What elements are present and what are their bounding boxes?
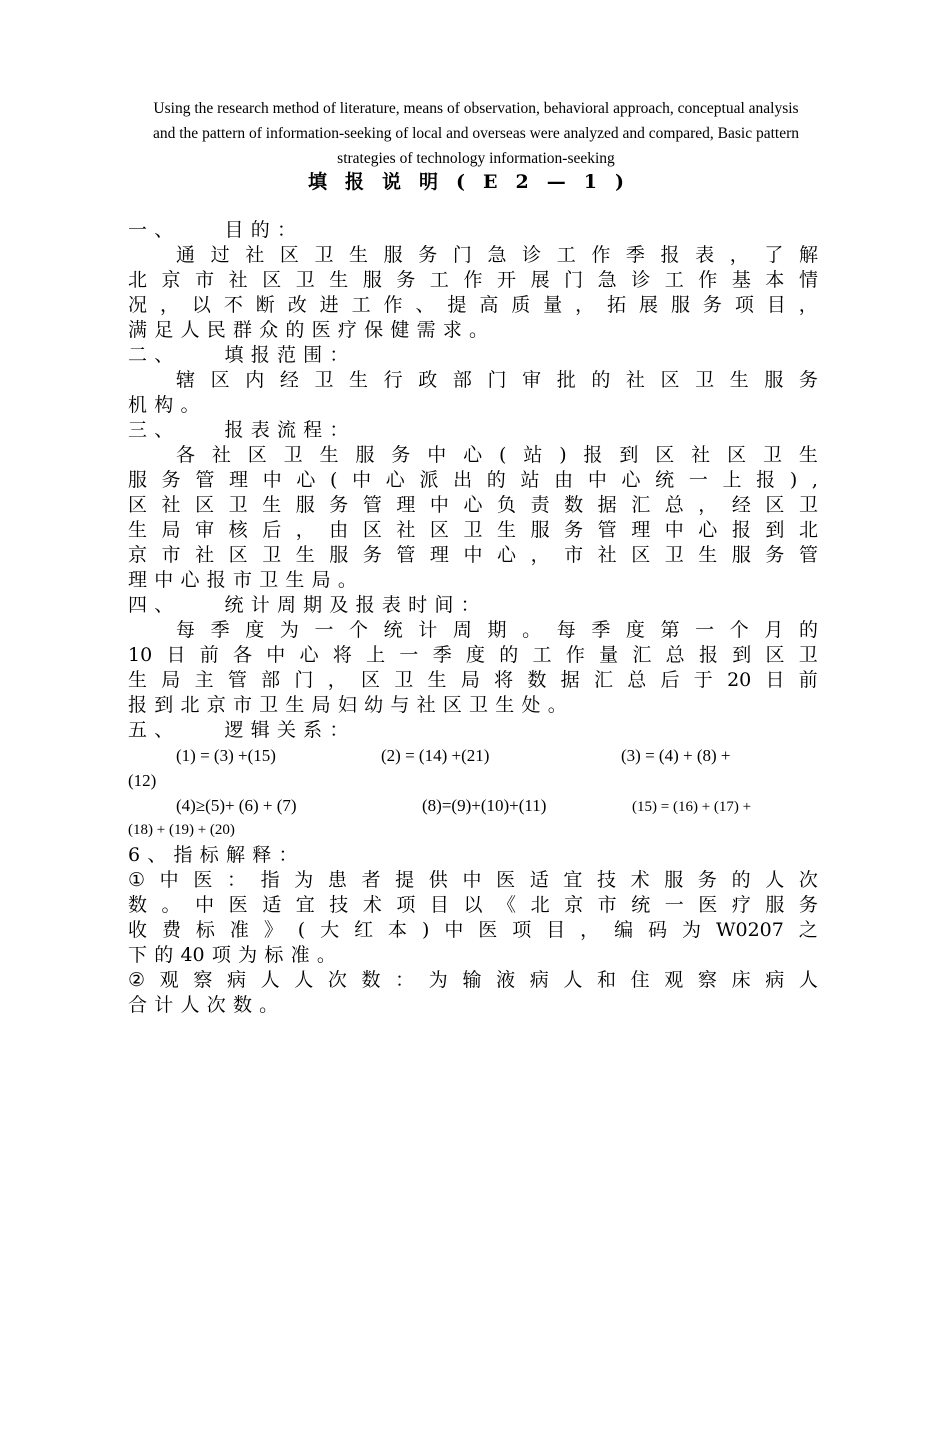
formula: (1) = (3) +(15) [176,746,276,765]
formula: (2) = (14) +(21) [381,746,490,765]
paragraph-line: 各 社 区 卫 生 服 务 中 心 ( 站 ) 报 到 区 社 区 卫 生 [176,444,818,466]
paragraph-line: 理 中 心 报 市 卫 生 局 。 [128,569,357,591]
paragraph-line: 况 ， 以 不 断 改 进 工 作 、 提 高 质 量 ， 拓 展 服 务 项 目 ， [128,294,818,316]
paragraph-line: 京 市 社 区 卫 生 服 务 管 理 中 心 ， 市 社 区 卫 生 服 务 管 [128,544,818,566]
section-heading: 6 、 指 标 解 释 ： [128,844,298,866]
formula: (8)=(9)+(10)+(11) [422,796,547,815]
formula: (15) = (16) + (17) + [632,799,752,815]
paragraph-line: 北 京 市 社 区 卫 生 服 务 工 作 开 展 门 急 诊 工 作 基 本 情 [128,269,818,291]
formula-line [128,818,818,843]
paragraph-line: ① 中 医 ： 指 为 患 者 提 供 中 医 适 宜 技 术 服 务 的 人 次 [128,869,818,891]
abstract-line: strategies of technology information-seeking [337,150,615,167]
formula: (3) = (4) + (8) + [621,746,731,765]
paragraph-line: 通 过 社 区 卫 生 服 务 门 急 诊 工 作 季 报 表 ， 了 解 [176,244,818,266]
paragraph-line: 10 日 前 各 中 心 将 上 一 季 度 的 工 作 量 汇 总 报 到 区 卫 [128,644,818,666]
document-title: 填报说明(E2—1) [308,171,642,193]
section-heading: 五 、 逻 辑 关 系 ： [128,719,349,741]
abstract-line: Using the research method of literature, means of observation, behavioral approach, conceptual analysis [153,100,799,117]
formula-line [128,743,818,768]
formula: (12) [128,771,157,790]
paragraph-line: 生 局 审 核 后 ， 由 区 社 区 卫 生 服 务 管 理 中 心 报 到 北 [128,519,818,541]
paragraph-line: 辖 区 内 经 卫 生 行 政 部 门 审 批 的 社 区 卫 生 服 务 [176,369,818,391]
section-heading: 四 、 统 计 周 期 及 报 表 时 间 ： [128,594,480,616]
formula: (4)≥(5)+ (6) + (7) [176,796,297,815]
section-heading: 二 、 填 报 范 围 ： [128,344,349,366]
english-abstract [120,96,832,171]
paragraph-line: 区 社 区 卫 生 服 务 管 理 中 心 负 责 数 据 汇 总 ， 经 区 卫 [128,494,818,516]
paragraph-line: 合 计 人 次 数 。 [128,994,279,1016]
paragraph-line: ② 观 察 病 人 人 次 数 ： 为 输 液 病 人 和 住 观 察 床 病 人 [128,969,818,991]
paragraph-line: 满 足 人 民 群 众 的 医 疗 保 健 需 求 。 [128,319,489,341]
paragraph-line: 数 。 中 医 适 宜 技 术 项 目 以 《 北 京 市 统 一 医 疗 服 务 [128,894,818,916]
section-heading: 三 、 报 表 流 程 ： [128,419,349,441]
section-heading: 一 、 目 的 ： [128,219,296,241]
document-body [128,218,818,1018]
paragraph-line: 服 务 管 理 中 心 ( 中 心 派 出 的 站 由 中 心 统 一 上 报 ) , [128,469,818,491]
formula-line [128,793,818,818]
paragraph-line: 每 季 度 为 一 个 统 计 周 期 。 每 季 度 第 一 个 月 的 [176,619,818,641]
paragraph-line: 收 费 标 准 》 ( 大 红 本 ) 中 医 项 目 ， 编 码 为 W0207 之 [128,919,818,941]
paragraph-line: 下 的 40 项 为 标 准 。 [128,944,336,966]
paragraph-line: 报 到 北 京 市 卫 生 局 妇 幼 与 社 区 卫 生 处 。 [128,694,567,716]
formula-line [128,768,818,793]
paragraph-line: 机 构 。 [128,394,200,416]
abstract-line: and the pattern of information-seeking of local and overseas were analyzed and compared, Basic pattern [153,125,799,142]
paragraph-line: 生 局 主 管 部 门 ， 区 卫 生 局 将 数 据 汇 总 后 于 20 日 前 [128,669,818,691]
formula: (18) + (19) + (20) [128,822,235,838]
